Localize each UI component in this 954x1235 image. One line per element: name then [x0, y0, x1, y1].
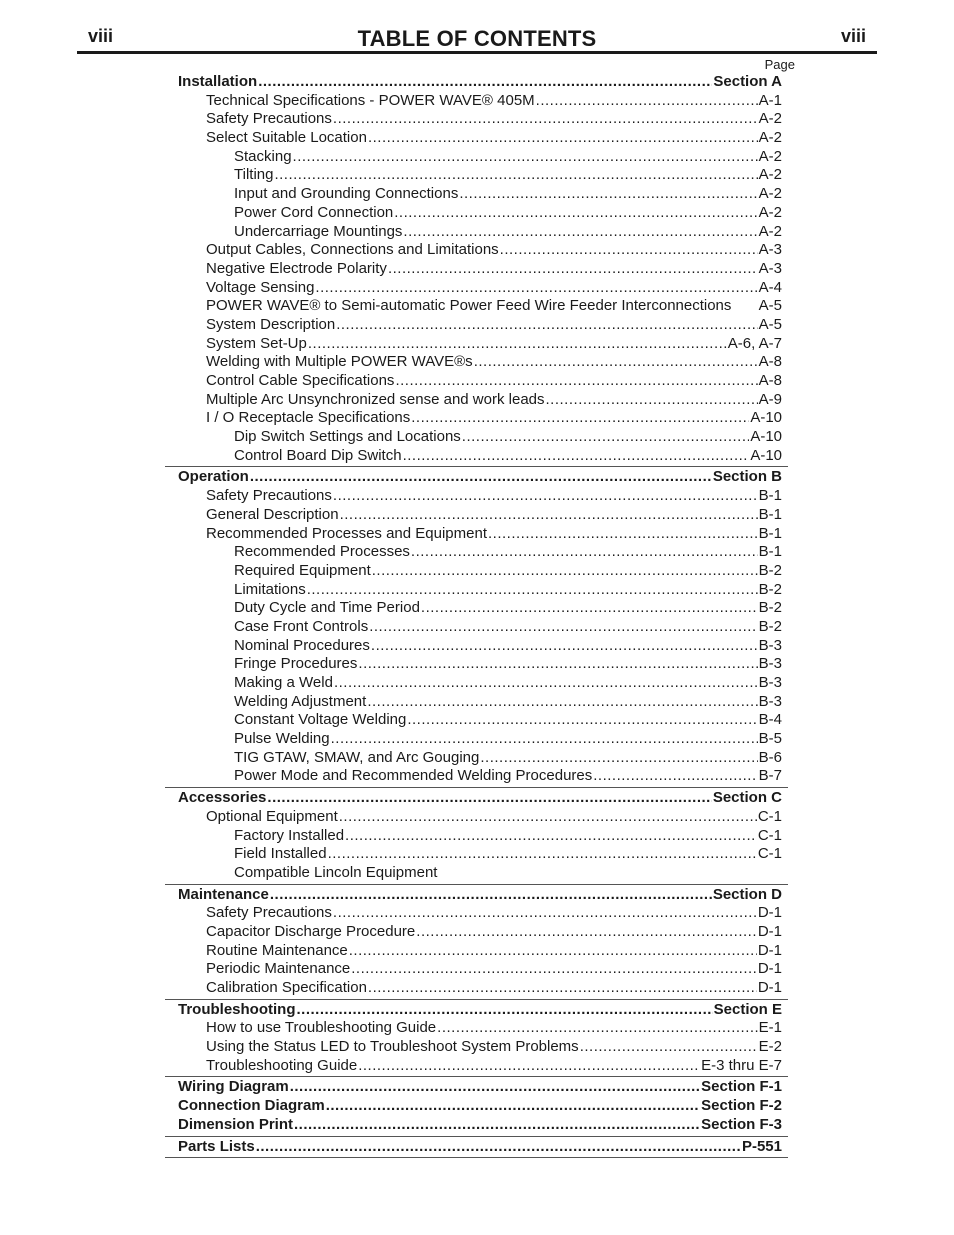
toc-entry[interactable] — [165, 693, 788, 712]
toc-section — [165, 1077, 788, 1136]
toc-entry-page: A-6, A-7 — [727, 334, 782, 352]
toc-entry-page: Section C — [712, 789, 782, 807]
toc-entry-page: B-1 — [758, 487, 782, 505]
toc-entry[interactable] — [165, 409, 788, 428]
toc-entry[interactable] — [165, 525, 788, 544]
toc-entry-page: A-10 — [750, 446, 782, 464]
dot-leader — [334, 674, 758, 693]
dot-leader — [293, 148, 758, 167]
toc-entry-page: A-2 — [758, 110, 782, 128]
dot-leader — [394, 204, 757, 223]
dot-leader — [395, 372, 757, 391]
toc-entry-title: Tilting — [234, 166, 274, 184]
toc-entry-page: A-3 — [758, 241, 782, 259]
toc-entry-page: B-1 — [758, 505, 782, 523]
toc-entry-page: B-1 — [758, 543, 782, 561]
dot-leader — [333, 904, 757, 923]
toc-entry-title: Constant Voltage Welding — [234, 711, 407, 729]
dot-leader — [437, 1019, 758, 1038]
toc-entry-page: B-5 — [758, 730, 782, 748]
page-number-right: viii — [840, 26, 866, 46]
dot-leader — [411, 543, 758, 562]
dot-leader — [358, 1057, 700, 1076]
toc-entry-page: A-2 — [758, 185, 782, 203]
toc-entry-page: A-1 — [758, 91, 782, 109]
toc-entry-title: Recommended Processes — [234, 543, 410, 561]
dot-leader — [297, 1001, 713, 1020]
dot-leader — [462, 428, 750, 447]
toc-section — [165, 1000, 788, 1078]
toc-entry-title: Welding with Multiple POWER WAVE®s — [206, 353, 473, 371]
toc-entry-page: B-2 — [758, 561, 782, 579]
toc-entry-title: Welding Adjustment — [234, 692, 367, 710]
toc-entry-title: I / O Receptacle Specifications — [206, 409, 411, 427]
dot-leader — [388, 260, 758, 279]
toc-entry-title: Connection Diagram — [178, 1097, 325, 1115]
toc-entry-title: Pulse Welding — [234, 730, 330, 748]
dot-leader — [500, 241, 758, 260]
toc-entry-page: Section F-1 — [701, 1078, 782, 1096]
toc-entry-page: Section A — [713, 73, 782, 90]
dot-leader — [339, 808, 757, 827]
toc-entry[interactable] — [165, 543, 788, 562]
toc-entry-title: Maintenance — [178, 885, 269, 903]
toc-entry[interactable] — [165, 185, 788, 204]
toc-section-heading[interactable] — [165, 1138, 788, 1157]
toc-entry[interactable] — [165, 110, 788, 129]
toc-entry-title: Optional Equipment — [206, 807, 338, 825]
toc-entry-page: B-3 — [758, 692, 782, 710]
toc-entry[interactable] — [165, 808, 788, 827]
page-column-label: Page — [764, 57, 795, 72]
toc-entry[interactable] — [165, 960, 788, 979]
toc-entry-page: B-3 — [758, 674, 782, 691]
toc-entry-title: Accessories — [178, 789, 267, 807]
dot-leader — [270, 886, 712, 905]
toc-section — [165, 1137, 788, 1159]
toc-entry[interactable] — [165, 655, 788, 674]
toc-entry-page: A-2 — [758, 222, 782, 240]
toc-entry-title: Parts Lists — [178, 1137, 255, 1155]
dot-leader — [345, 827, 757, 846]
toc-entry[interactable] — [165, 129, 788, 148]
dot-leader — [308, 335, 727, 354]
toc-entry-page: E-1 — [758, 1019, 782, 1037]
toc-entry-title: Undercarriage Mountings — [234, 222, 403, 240]
toc-entry-page: A-10 — [750, 409, 782, 427]
toc-section-heading[interactable] — [165, 1116, 788, 1135]
dot-leader — [474, 353, 758, 372]
toc-entry-title: Factory Installed — [234, 826, 345, 844]
dot-leader — [333, 110, 758, 129]
dot-leader — [580, 1038, 758, 1057]
toc-entry[interactable] — [165, 674, 788, 693]
dot-leader — [593, 767, 757, 786]
toc-entry[interactable] — [165, 487, 788, 506]
toc-entry[interactable] — [165, 353, 788, 372]
dot-leader — [368, 979, 757, 998]
toc-entry[interactable] — [165, 942, 788, 961]
toc-section — [165, 788, 788, 884]
toc-section-heading[interactable] — [165, 1078, 788, 1097]
toc-entry[interactable] — [165, 730, 788, 749]
toc-entry[interactable] — [165, 599, 788, 618]
toc-entry-page: A-2 — [758, 166, 782, 184]
toc-entry[interactable] — [165, 581, 788, 600]
toc-entry-title: Fringe Procedures — [234, 655, 358, 673]
toc-entry-title: Control Board Dip Switch — [234, 446, 402, 464]
toc-entry[interactable] — [165, 618, 788, 637]
toc-entry[interactable] — [165, 148, 788, 167]
dot-leader — [403, 447, 750, 466]
toc-entry-page: B-2 — [758, 580, 782, 598]
toc-entry[interactable] — [165, 223, 788, 242]
toc-entry-page: A-3 — [758, 259, 782, 277]
toc-entry-page: A-2 — [758, 129, 782, 147]
toc-section — [165, 467, 788, 788]
dot-leader — [294, 1116, 700, 1135]
page-number-left: viii — [88, 26, 114, 46]
dot-leader — [351, 960, 757, 979]
toc-entry[interactable] — [165, 372, 788, 391]
dot-leader — [369, 618, 757, 637]
dot-leader — [368, 129, 758, 148]
dot-leader — [459, 185, 757, 204]
toc-entry-title: Duty Cycle and Time Period — [234, 599, 420, 617]
toc-entry-title: Capacitor Discharge Procedure — [206, 922, 416, 940]
toc-entry[interactable] — [165, 904, 788, 923]
toc-entry[interactable] — [165, 204, 788, 223]
toc-entry-title: TIG GTAW, SMAW, and Arc Gouging — [234, 748, 480, 766]
toc-entry-page: A-2 — [758, 147, 782, 165]
toc-entry[interactable] — [165, 767, 788, 786]
dot-leader — [340, 506, 758, 525]
toc-entry-title: Troubleshooting — [178, 1000, 296, 1018]
toc-entry-title: Limitations — [234, 580, 306, 598]
toc-entry-page: D-1 — [757, 941, 782, 959]
dot-leader — [358, 655, 757, 674]
toc-entry-page: Section F-2 — [701, 1097, 782, 1115]
toc-entry[interactable] — [165, 979, 788, 998]
toc-entry-title: Safety Precautions — [206, 904, 332, 922]
dot-leader — [411, 409, 749, 428]
toc-entry-title: Required Equipment — [234, 561, 371, 579]
dot-leader — [488, 525, 758, 544]
dot-leader — [403, 223, 757, 242]
toc-entry-page: A-8 — [758, 353, 782, 371]
toc-entry[interactable] — [165, 447, 788, 466]
toc-entry[interactable] — [165, 166, 788, 185]
toc-entry-title: Power Cord Connection — [234, 203, 394, 221]
toc-entry[interactable] — [165, 297, 788, 316]
toc-entry-page: E-2 — [758, 1038, 782, 1056]
dot-leader — [367, 693, 757, 712]
toc-entry-page: B-3 — [758, 636, 782, 654]
toc-entry-page: D-1 — [757, 979, 782, 996]
toc-entry-title: Routine Maintenance — [206, 941, 348, 959]
dot-leader — [326, 1097, 700, 1116]
toc-entry[interactable] — [165, 391, 788, 410]
toc-section-heading[interactable] — [165, 73, 788, 92]
toc-entry-title: POWER WAVE® to Semi-automatic Power Feed Wire Feeder Interconnections — [206, 297, 732, 315]
dot-leader — [307, 581, 758, 600]
dot-leader — [371, 637, 758, 656]
toc-entry-title: General Description — [206, 505, 339, 523]
table-of-contents — [165, 72, 788, 1158]
toc-entry[interactable] — [165, 827, 788, 846]
toc-entry-page: D-1 — [757, 960, 782, 978]
toc-section-heading[interactable] — [165, 886, 788, 905]
toc-entry-title: Safety Precautions — [206, 110, 332, 128]
toc-entry[interactable] — [165, 92, 788, 111]
toc-entry-page: P-551 — [741, 1137, 782, 1155]
dot-leader — [274, 166, 757, 185]
toc-entry-page: B-1 — [758, 524, 782, 542]
toc-entry-page: D-1 — [757, 904, 782, 922]
dot-leader — [349, 942, 757, 961]
toc-entry[interactable] — [165, 562, 788, 581]
toc-entry-page: B-2 — [758, 599, 782, 617]
toc-entry[interactable] — [165, 1038, 788, 1057]
toc-entry-title: Using the Status LED to Troubleshoot System Problems — [206, 1038, 579, 1056]
toc-entry-page: A-2 — [758, 203, 782, 221]
toc-entry[interactable] — [165, 864, 788, 883]
toc-entry[interactable] — [165, 335, 788, 354]
toc-entry-title: Voltage Sensing — [206, 278, 315, 296]
toc-entry-page: B-3 — [758, 655, 782, 673]
toc-entry-page: E-3 thru E-7 — [701, 1056, 782, 1074]
toc-entry-title: Dip Switch Settings and Locations — [234, 428, 461, 446]
toc-entry-title: Recommended Processes and Equipment — [206, 524, 487, 542]
toc-entry-title: Operation — [178, 468, 249, 486]
toc-entry-page: B-4 — [758, 711, 782, 729]
dot-leader — [250, 468, 712, 487]
toc-entry-title: Field Installed — [234, 845, 327, 863]
dot-leader — [407, 711, 757, 730]
toc-section-heading[interactable] — [165, 1001, 788, 1020]
toc-entry-title: Stacking — [234, 147, 292, 165]
page-title: TABLE OF CONTENTS — [357, 26, 597, 51]
toc-entry-title: Calibration Specification — [206, 979, 367, 996]
dot-leader — [328, 845, 757, 864]
dot-leader — [333, 487, 758, 506]
toc-entry[interactable] — [165, 711, 788, 730]
toc-entry-title: Troubleshooting Guide — [206, 1056, 358, 1074]
toc-entry-page: A-8 — [758, 372, 782, 389]
toc-entry-title: Safety Precautions — [206, 487, 332, 505]
toc-entry-title: Periodic Maintenance — [206, 960, 351, 978]
toc-entry-title: Case Front Controls — [234, 617, 369, 635]
toc-entry-page: Section F-3 — [701, 1115, 782, 1133]
toc-entry-title: Negative Electrode Polarity — [206, 259, 387, 277]
toc-entry-title: Technical Specifications - POWER WAVE® 405M — [206, 91, 535, 109]
toc-entry-title: Making a Weld — [234, 674, 333, 691]
dot-leader — [256, 1138, 741, 1157]
toc-entry[interactable] — [165, 428, 788, 447]
toc-entry-title: Installation — [178, 73, 258, 90]
toc-entry-title: Output Cables, Connections and Limitations — [206, 241, 499, 259]
toc-entry-title: Multiple Arc Unsynchronized sense and work leads — [206, 390, 545, 408]
toc-entry[interactable] — [165, 923, 788, 942]
toc-entry[interactable] — [165, 506, 788, 525]
dot-leader — [331, 730, 758, 749]
toc-entry-page: B-6 — [758, 748, 782, 766]
dot-leader — [536, 92, 758, 111]
toc-entry-page: C-1 — [757, 807, 782, 825]
dot-leader — [416, 923, 757, 942]
toc-entry-page: A-5 — [758, 315, 782, 333]
toc-entry[interactable] — [165, 260, 788, 279]
toc-entry-page: A-5 — [758, 297, 782, 315]
toc-section-heading[interactable] — [165, 1097, 788, 1116]
toc-entry-page: Section D — [712, 885, 782, 903]
toc-entry-page: C-1 — [757, 845, 782, 863]
toc-entry-title: Control Cable Specifications — [206, 372, 395, 389]
toc-section-heading[interactable] — [165, 468, 788, 487]
toc-entry-page: A-9 — [758, 390, 782, 408]
toc-entry-page: A-4 — [758, 278, 782, 296]
toc-entry-page: Section B — [712, 468, 782, 486]
toc-entry-page: B-2 — [758, 617, 782, 635]
dot-leader — [372, 562, 758, 581]
toc-entry[interactable] — [165, 279, 788, 298]
header-rule — [77, 51, 877, 54]
dot-leader — [267, 789, 711, 808]
toc-entry-title: System Description — [206, 315, 336, 333]
dot-leader — [258, 73, 712, 92]
toc-entry-page: B-7 — [758, 767, 782, 785]
toc-entry-page: C-1 — [757, 826, 782, 844]
dot-leader — [315, 279, 757, 298]
toc-entry-title: How to use Troubleshooting Guide — [206, 1019, 437, 1037]
toc-entry[interactable] — [165, 241, 788, 260]
toc-entry-title: Wiring Diagram — [178, 1078, 289, 1096]
dot-leader — [290, 1078, 700, 1097]
toc-entry[interactable] — [165, 845, 788, 864]
toc-entry[interactable] — [165, 1019, 788, 1038]
dot-leader — [480, 749, 757, 768]
toc-entry-title: Input and Grounding Connections — [234, 185, 459, 203]
toc-section-heading[interactable] — [165, 789, 788, 808]
toc-entry-title: Select Suitable Location — [206, 129, 367, 147]
toc-entry-page: A-10 — [750, 428, 782, 446]
toc-entry[interactable] — [165, 316, 788, 335]
dot-leader — [546, 391, 758, 410]
toc-entry-title: Dimension Print — [178, 1115, 294, 1133]
toc-entry[interactable] — [165, 1057, 788, 1076]
dot-leader — [421, 599, 758, 618]
toc-entry[interactable] — [165, 749, 788, 768]
toc-entry-title: Nominal Procedures — [234, 636, 370, 654]
toc-section — [165, 885, 788, 1000]
toc-entry-page: Section E — [713, 1000, 782, 1018]
toc-entry-page: D-1 — [757, 922, 782, 940]
toc-section — [165, 72, 788, 467]
toc-entry-title: System Set-Up — [206, 334, 307, 352]
toc-entry-title: Compatible Lincoln Equipment — [234, 863, 438, 881]
dot-leader — [336, 316, 757, 335]
toc-entry-title: Power Mode and Recommended Welding Procedures — [234, 767, 593, 785]
toc-entry[interactable] — [165, 637, 788, 656]
